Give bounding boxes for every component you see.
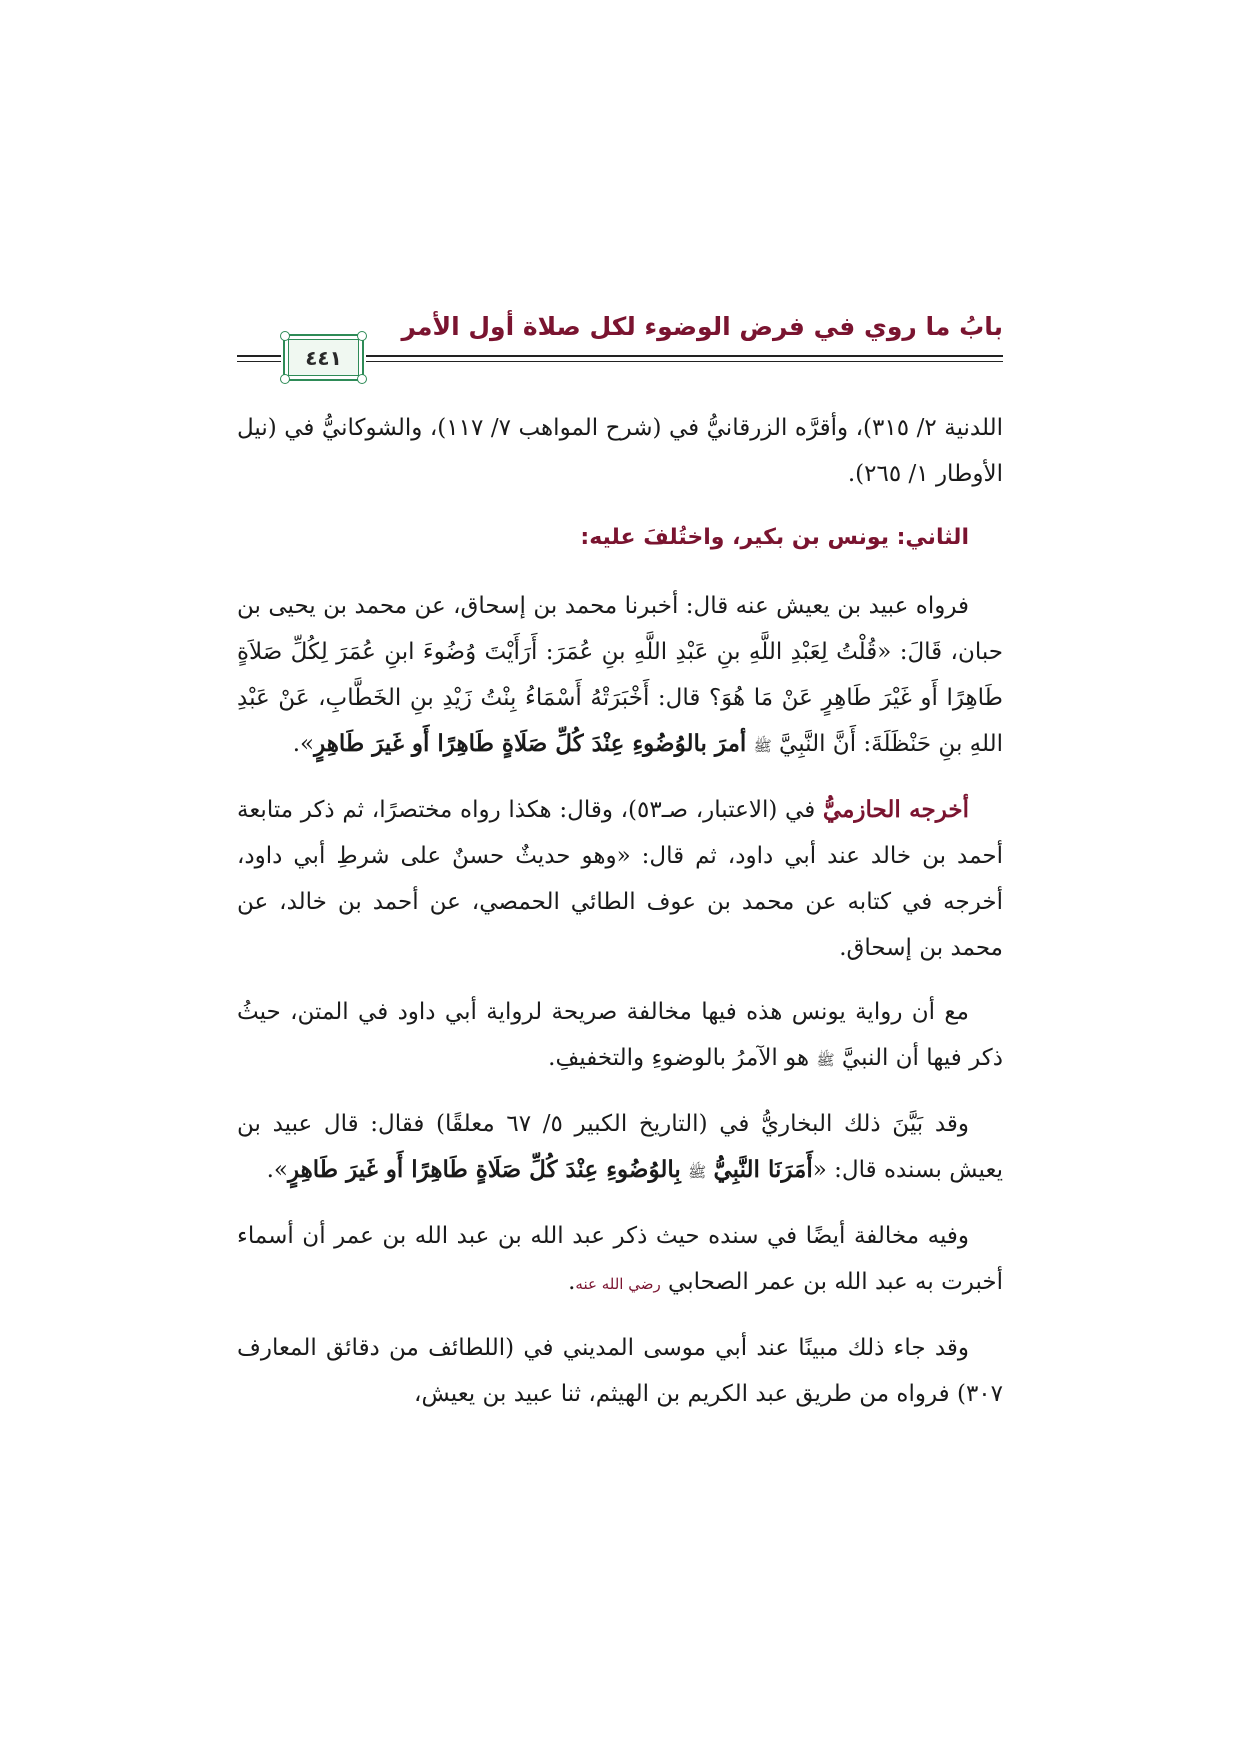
header-rule-right-thin [366,361,1003,362]
ornament-icon [280,374,290,384]
header-rule-left-thick [237,355,281,357]
ornament-icon [280,331,290,341]
ornament-icon [357,331,367,341]
ornament-icon [357,374,367,384]
takhrij-label: أخرجه الحازميُّ [822,796,969,823]
paragraph-1: اللدنية ٢/ ٣١٥)، وأقرَّه الزرقانيُّ في (شرح المواهب ٧/ ١١٧)، والشوكانيُّ في (نيل الأوطار ١/ ٢٦٥). [237,415,1004,487]
paragraph-3-text: في (الاعتبار، صـ٥٣)، وقال: هكذا رواه مختصرًا، ثم ذكر متابعة أحمد بن خالد عند أبي داود، ثم قال: «وهو حديثٌ حسنٌ على شرطِ أبي داود، أخرجه في كتابه عن محمد بن عوف الطائي الحمصي، عن أحمد بن خالد، عن محمد بن إسحاق. [237,797,1003,961]
paragraph-2 [237,583,1003,769]
paragraph-5 [237,1101,1003,1195]
paragraph-5-end: ». [266,1157,288,1183]
hadith-text-bold: بِالوُضُوءِ عِنْدَ كُلِّ صَلَاةٍ طَاهِرًا أَو غَيرَ طَاهِرٍ [287,1156,681,1183]
paragraph-4-text-end: هو الآمرُ بالوضوءِ والتخفيفِ. [548,1045,810,1071]
paragraph-3 [237,787,1003,971]
salutation-mark: ﷺ [753,737,772,755]
paragraph-2-text: فرواه عبيد بن يعيش عنه قال: أخبرنا محمد بن إسحاق، عن محمد بن يحيى بن حبان، قَالَ: «قُلْتُ لِعَبْدِ اللَّهِ بنِ عَبْدِ اللَّهِ بنِ عُمَرَ: أَرَأَيْتَ وُضُوءَ ابنِ عُمَرَ لِكُلِّ صَلاَةٍ طَاهِرًا أَو غَيْرَ طَاهِرٍ عَنْ مَا هُوَ؟ قال: أَخْبَرَتْهُ أَسْمَاءُ بِنْتُ زَيْدِ بنِ الخَطَّابِ، عَنْ عَبْدِ اللهِ بنِ حَنْظَلَةَ: أَنَّ النَّبِيَّ [237,593,1003,757]
paragraph-6-end: . [568,1269,576,1295]
chapter-title: بابُ ما روي في فرض الوضوء لكل صلاة أول الأمر [401,312,1003,341]
paragraph-6-text: وفيه مخالفة أيضًا في سنده حيث ذكر عبد الله بن عبد الله بن عمر أن أسماء أخبرت به عبد الله بن عمر الصحابي [237,1223,1003,1295]
paragraph-2-end: ». [292,731,315,757]
section-heading: الثاني: يونس بن بكير، واختُلفَ عليه: [580,525,969,550]
paragraph-5-text: وقد بَيَّنَ ذلك البخاريُّ في (التاريخ الكبير ٥/ ٦٧ معلقًا) فقال: قال عبيد بن يعيش بسنده قال: « [237,1111,1003,1183]
header-rule-right-thick [366,355,1003,357]
radiallahu-mark: رضي الله عنه [575,1275,661,1293]
paragraph-4-text: مع أن رواية يونس هذه فيها مخالفة صريحة لرواية أبي داود في المتن، حيثُ ذكر فيها أن النبيَّ [237,999,1003,1071]
paragraph-7: وقد جاء ذلك مبينًا عند أبي موسى المديني في (اللطائف من دقائق المعارف ٣٠٧) فرواه من طريق عبد الكريم بن الهيثم، ثنا عبيد بن يعيش، [237,1335,1003,1407]
page-number-badge [283,334,364,381]
body-text [237,405,1003,1435]
hadith-text-bold: أَمَرَنَا النَّبِيُّ [713,1156,813,1183]
salutation-mark: ﷺ [816,1051,835,1069]
paragraph-6 [237,1213,1003,1307]
header-rule-left-thin [237,361,281,362]
salutation-mark: ﷺ [688,1163,707,1181]
paragraph-4 [237,989,1003,1083]
page-number: ٤٤١ [288,339,359,376]
hadith-text-bold: أمرَ بالوُضُوءِ عِنْدَ كُلِّ صَلَاةٍ طَاهِرًا أَو غَيرَ طَاهِرٍ [314,730,747,757]
